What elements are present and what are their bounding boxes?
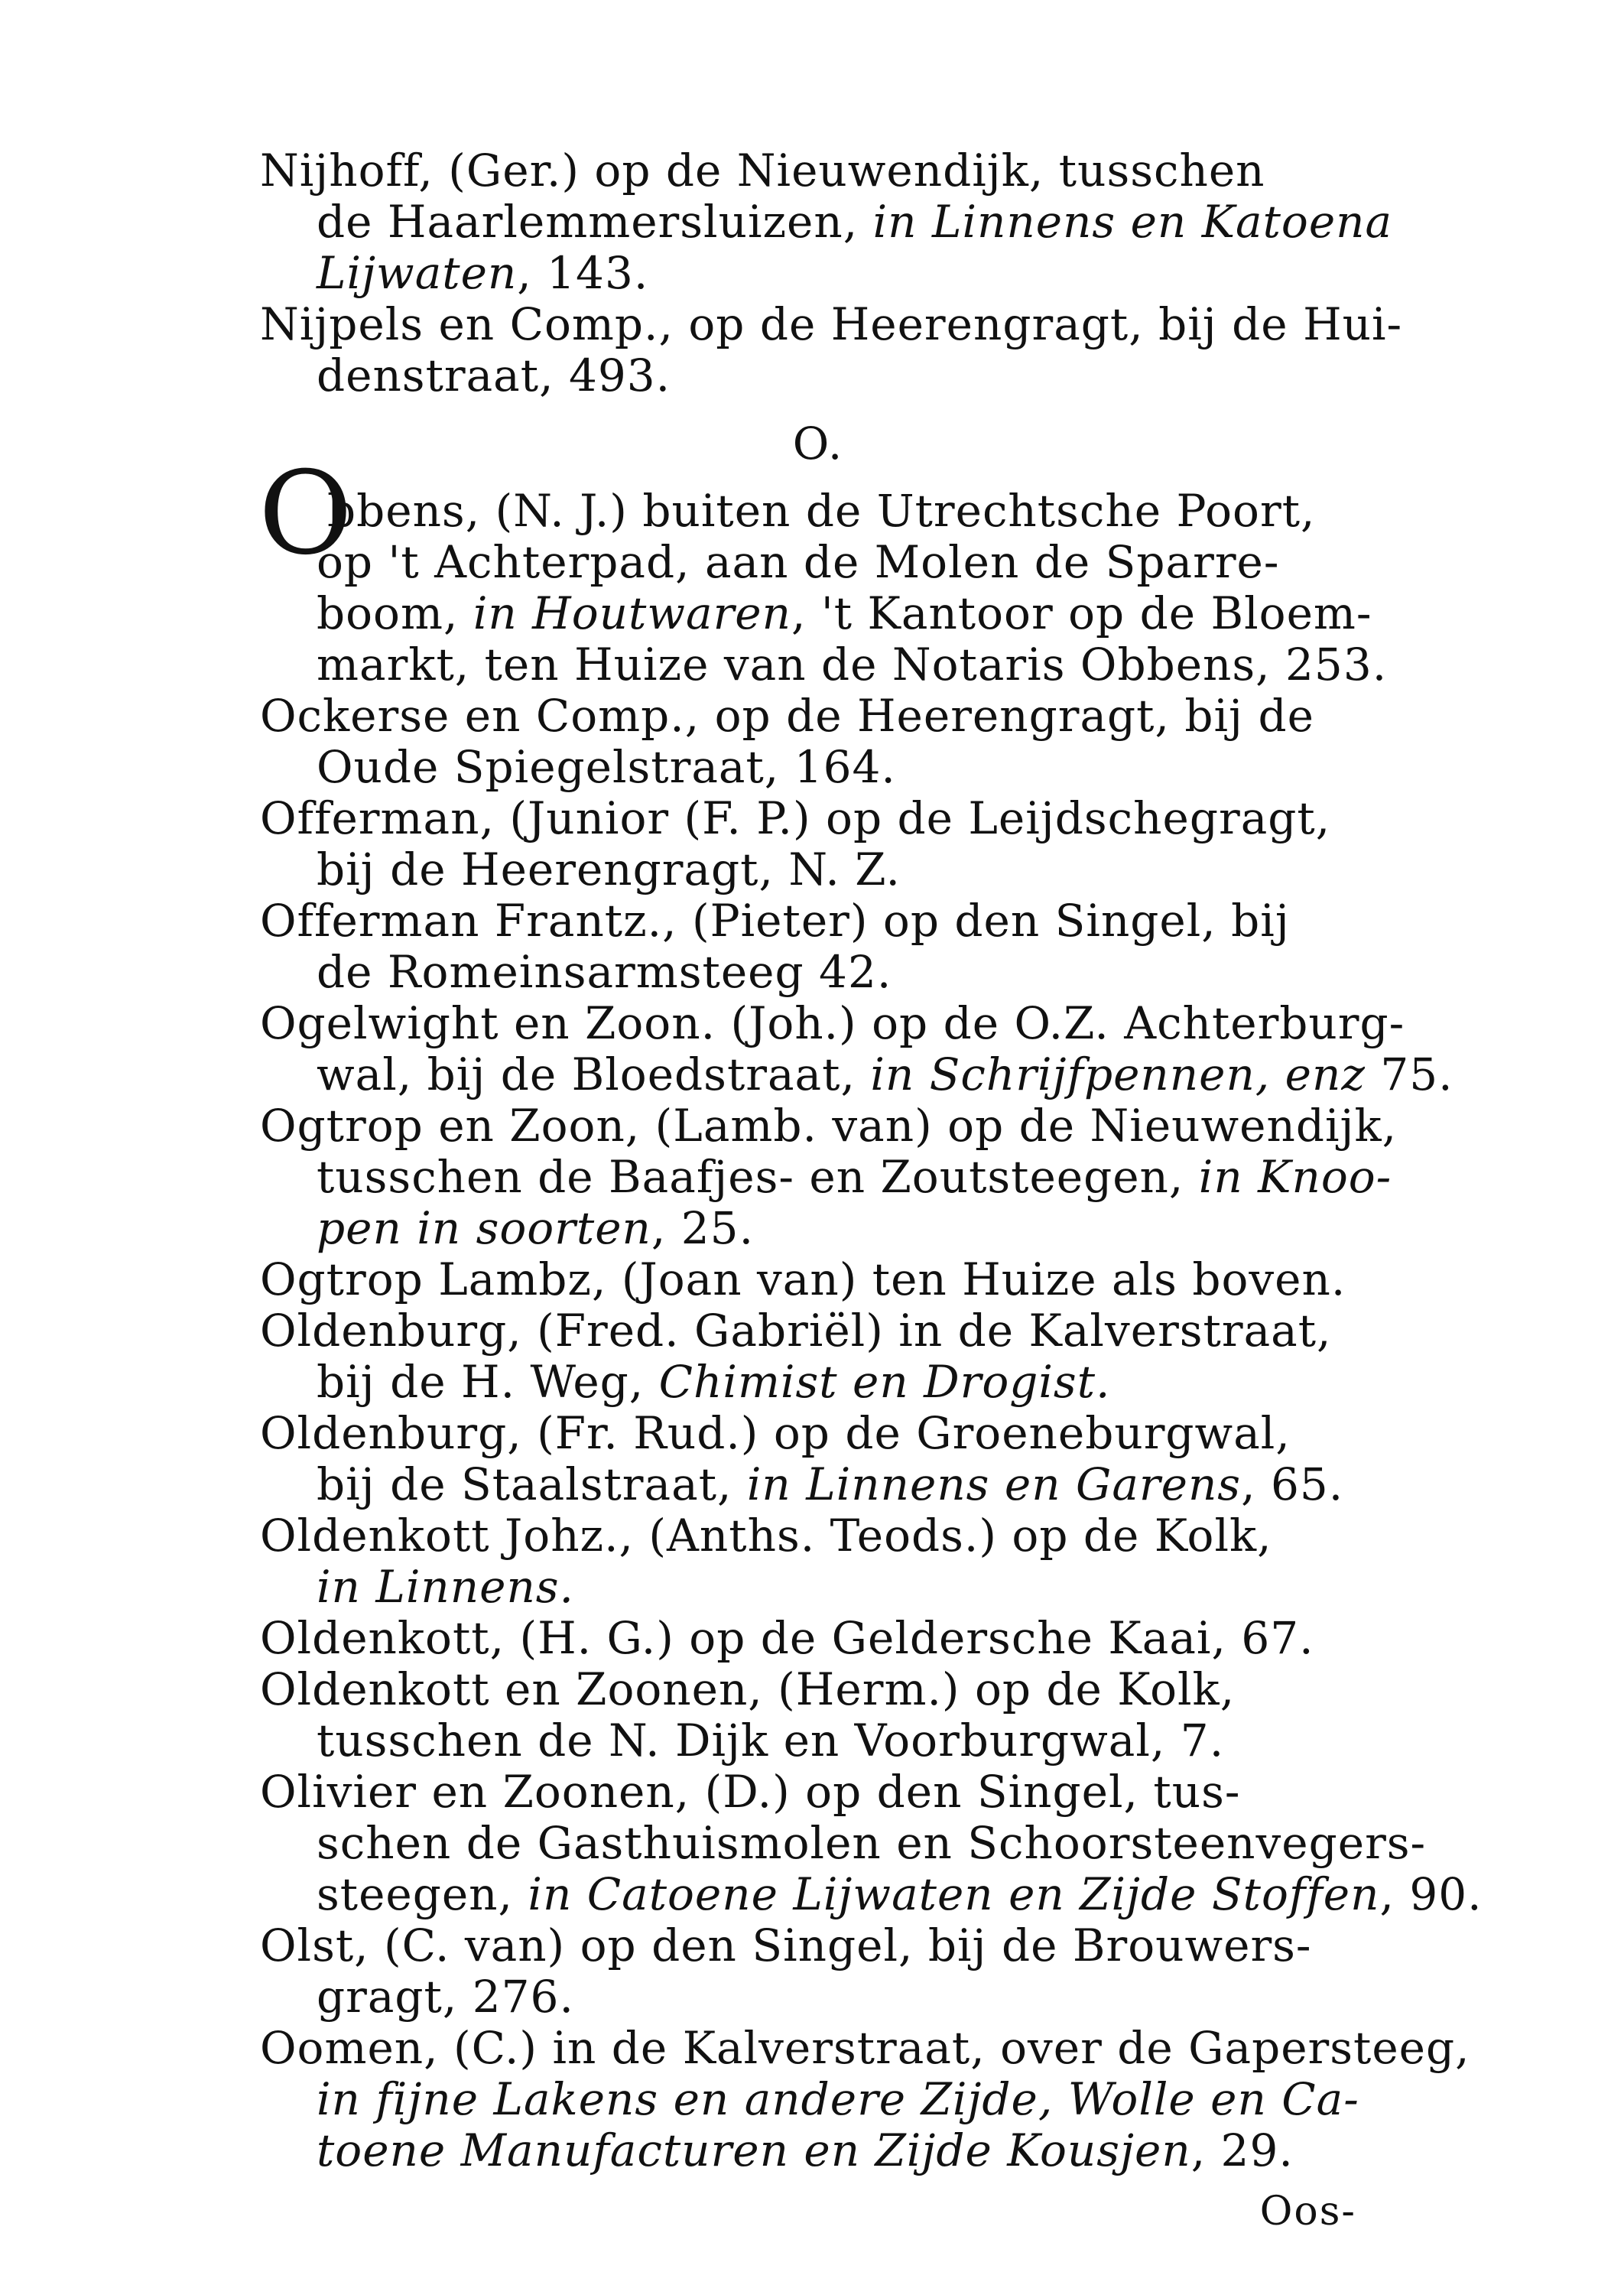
entry-line (260, 1357, 1376, 1408)
text-run: Ogtrop en Zoon, (Lamb. van) op de Nieuwendijk, (260, 1100, 1398, 1152)
directory-entry (260, 895, 1376, 998)
entry-line (260, 1562, 1376, 1613)
entry-line (260, 2125, 1376, 2176)
text-run: , 't Kantoor op de Bloem- (791, 587, 1372, 639)
text-run: denstraat, 493. (317, 349, 671, 401)
entry-line (260, 2074, 1376, 2125)
text-run: markt, ten Huize van de Notaris Obbens, 253. (317, 639, 1388, 691)
italic-text: in Schrijfpennen, enz (870, 1048, 1366, 1100)
entry-line (260, 1254, 1376, 1305)
text-run: , 25. (651, 1202, 755, 1254)
text-run: , 143. (517, 247, 649, 299)
italic-text: in fijne Lakens en andere Zijde, Wolle en Ca- (317, 2073, 1359, 2125)
entry-line (260, 1664, 1376, 1715)
text-run: Offerman Frantz., (Pieter) op den Singel, bij (260, 895, 1290, 947)
text-run: Oldenkott en Zoonen, (Herm.) op de Kolk, (260, 1663, 1236, 1715)
entry-line (260, 588, 1376, 639)
entry-line (260, 1100, 1398, 1152)
entry-line (260, 350, 1376, 401)
italic-text: Lijwaten (317, 247, 518, 299)
text-run: tusschen de Baafjes- en Zoutsteegen, (317, 1151, 1199, 1203)
italic-text: Chimist en Drogist. (658, 1356, 1111, 1408)
text-run: Oldenburg, (Fr. Rud.) op de Groeneburgwal, (260, 1407, 1291, 1459)
directory-entry (260, 1766, 1483, 1920)
text-run: Ogtrop Lambz, (Joan van) ten Huize als boven. (260, 1253, 1346, 1305)
entry-line (260, 1305, 1376, 1357)
text-run: Oldenkott Johz., (Anths. Teods.) op de Kolk, (260, 1510, 1272, 1562)
directory-entry (260, 1408, 1376, 1510)
directory-entry (260, 298, 1403, 401)
italic-text: toene Manufacturen en Zijde Kousjen (317, 2124, 1191, 2176)
text-run: Oldenkott, (H. G.) op de Geldersche Kaai, 67. (260, 1612, 1314, 1664)
text-run: Nijpels en Comp., op de Heerengragt, bij de Hui- (260, 298, 1403, 350)
italic-text: in Catoene Lijwaten en Zijde Stoffen (528, 1868, 1380, 1920)
section-letter: O. (792, 418, 844, 470)
text-run: , 65. (1241, 1458, 1344, 1510)
text-run: Oude Spiegelstraat, 164. (317, 741, 896, 793)
italic-text: pen in soorten (317, 1202, 651, 1254)
text-run: , 29. (1190, 2124, 1294, 2176)
text-run: bij de Staalstraat, (317, 1458, 747, 1510)
catchword: Oos- (1259, 2189, 1356, 2235)
entry-line (260, 1048, 1453, 1100)
text-run: Nijhoff, (Ger.) op de Nieuwendijk, tusschen (260, 145, 1265, 197)
entry-line (260, 793, 1376, 844)
directory-entry (260, 1305, 1376, 1408)
drop-cap: O (258, 447, 353, 580)
italic-text: in Knoo- (1198, 1151, 1392, 1203)
italic-text: in Houtwaren (473, 587, 791, 639)
entry-line (260, 196, 1393, 248)
italic-text: in Linnens en Katoena (872, 196, 1393, 248)
entry-line (260, 1203, 1376, 1254)
entry-line (260, 248, 1376, 299)
directory-entry-dropcap (258, 447, 1388, 691)
text-run: op 't Achterpad, aan de Molen de Sparre- (317, 536, 1280, 588)
entry-line (260, 1868, 1483, 1920)
text-run: Offerman, (Junior (F. P.) op de Leijdschegragt, (260, 792, 1331, 844)
text-run: , 90. (1379, 1868, 1483, 1920)
italic-text: in Linnens en Garens (746, 1458, 1242, 1510)
directory-entry (260, 1613, 1376, 1664)
text-run: Oldenburg, (Fred. Gabriël) in de Kalverstraat, (260, 1305, 1332, 1357)
text-run: bij de H. Weg, (317, 1356, 659, 1408)
entry-line (260, 947, 1376, 998)
entry-line (260, 1613, 1376, 1664)
entry-line (260, 895, 1376, 947)
text-run: Ockerse en Comp., op de Heerengragt, bij de (260, 690, 1314, 742)
directory-entry (260, 1920, 1376, 2023)
directory-entry (260, 1254, 1376, 1305)
directory-entry (260, 793, 1376, 895)
entry-line (260, 1715, 1376, 1767)
entry-line (260, 691, 1376, 742)
text-run: boom, (317, 587, 473, 639)
entry-line (260, 1971, 1376, 2023)
text-run: bij de Heerengragt, N. Z. (317, 843, 901, 895)
entry-line (260, 298, 1403, 350)
text-run: steegen, (317, 1868, 528, 1920)
entry-line (260, 1408, 1376, 1459)
directory-entry (260, 691, 1376, 793)
text-run: de Haarlemmersluizen, (317, 196, 873, 248)
text-run: Ogelwight en Zoon. (Joh.) op de O.Z. Achterburg- (260, 997, 1405, 1049)
entry-line (260, 1817, 1427, 1869)
text-run: bbens, (N. J.) buiten de Utrechtsche Poort, (327, 485, 1316, 537)
entry-line (260, 1767, 1376, 1818)
entry-line (260, 1920, 1376, 1971)
entry-line (260, 145, 1376, 197)
directory-entry (260, 2022, 1470, 2176)
text-run: Olst, (C. van) op den Singel, bij de Brouwers- (260, 1919, 1312, 1971)
text-run: gragt, 276. (317, 1971, 574, 2023)
directory-entry (260, 1510, 1376, 1613)
text-run: 75. (1365, 1048, 1453, 1100)
entry-line (260, 997, 1405, 1049)
entry-line (260, 537, 1376, 588)
text-run: Oomen, (C.) in de Kalverstraat, over de Gapersteeg, (260, 2022, 1470, 2074)
entry-line (260, 1151, 1392, 1203)
entry-line (260, 2022, 1470, 2074)
directory-entry (260, 1664, 1376, 1767)
text-run: tusschen de N. Dijk en Voorburgwal, 7. (317, 1715, 1225, 1767)
entry-line (260, 639, 1388, 691)
text-run: schen de Gasthuismolen en Schoorsteenvegers- (317, 1817, 1427, 1869)
entry-line (260, 742, 1376, 793)
text-run: wal, bij de Bloedstraat, (317, 1048, 871, 1100)
entries-list (258, 145, 1483, 2176)
italic-text: in Linnens. (317, 1561, 574, 1613)
entry-line (260, 1459, 1376, 1510)
entry-line (260, 844, 1376, 895)
text-run: Olivier en Zoonen, (D.) op den Singel, tus- (260, 1766, 1241, 1818)
directory-entry (260, 145, 1393, 299)
directory-entry (260, 1100, 1398, 1254)
directory-entry (260, 997, 1453, 1100)
text-run: de Romeinsarmsteeg 42. (317, 946, 892, 998)
entry-line (260, 1510, 1376, 1562)
